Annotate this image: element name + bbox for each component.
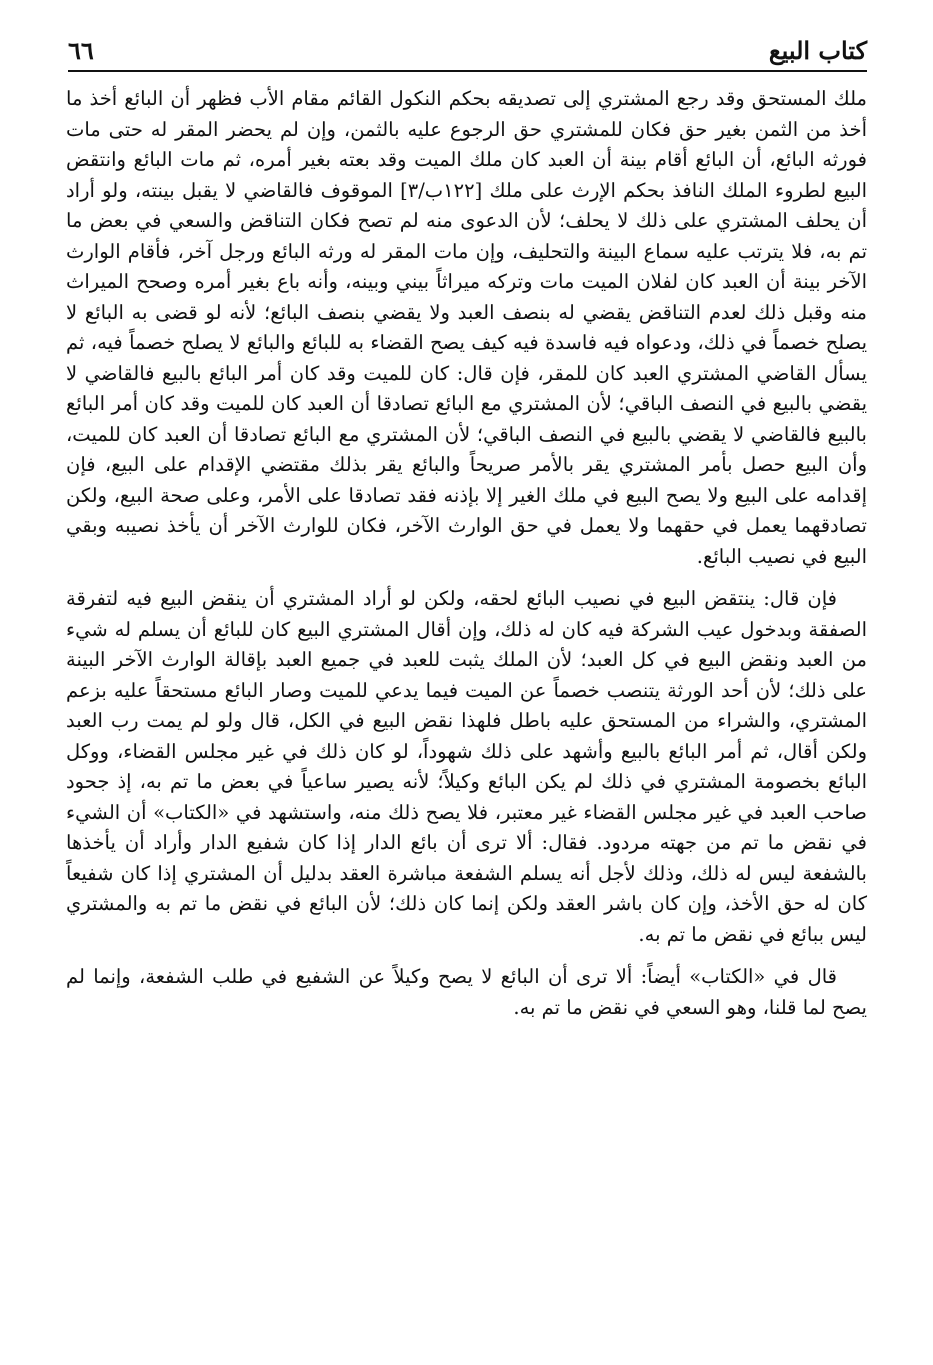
paragraph-1: ملك المستحق وقد رجع المشتري إلى تصديقه بحكم النكول القائم مقام الأب فظهر أن البائع أخذ ما أخذ من الثمن بغير حق فكان للمشتري حق الرجوع عليه بالثمن، وإن لم يحضر المقر له حتى مات فورثه البائع، أن البائع أقام بينة أن العبد كان ملك الميت وقد بعته بغير أمره، ثم مات البائع وانتقض البيع لطروء الملك النافذ بحكم الإرث على ملك [١٢٢ب/٣] الموقوف فالقاضي لا يقبل بينته، ولو أراد أن يحلف المشتري على ذلك لا يحلف؛ لأن الدعوى منه لم تصح فكان التناقض والسعي في بعض ما تم به، فلا يترتب عليه سماع البينة والتحليف، وإن مات المقر له ورثه البائع ورجل آخر، فأقام الوارث الآخر بينة أن العبد كان لفلان الميت مات وتركه ميراثاً بيني وبينه، وأنه باع بغير أمره وصحح الميراث منه وقبل ذلك لعدم التناقض يقضي له بنصف العبد ولا يقضي بنصف البائع؛ لأنه لو قضى به البائع لا يصلح خصماً في ذلك، ودعواه فيه فاسدة فيه كيف يصح القضاء به للبائع والبائع لا يصلح خصماً فيه، ثم يسأل القاضي المشتري العبد كان للمقر، فإن قال: كان للميت وقد كان أمر البائع بالبيع فالقاضي لا يقضي بالبيع في النصف الباقي؛ لأن المشتري مع البائع تصادقا أن العبد كان للميت وقد كان أمر البائع بالبيع فالقاضي لا يقضي بالبيع في النصف الباقي؛ لأن المشتري مع البائع تصادقا أن العبد كان للميت، وأن البيع حصل بأمر المشتري يقر بالأمر صريحاً والبائع يقر بذلك مقتضي الإقدام على البيع، فإن إقدامه على البيع ولا يصح البيع في ملك الغير إلا بإذنه فقد تصادقا على الأمر، وعلى صحة البيع، ولكن تصادقهما يعمل في حقهما ولا يعمل في حق الوارث الآخر، فكان للوارث الآخر أن يأخذ نصيبه وبقي البيع في نصيب البائع.	[66, 87, 867, 568]
page-header	[68, 30, 867, 72]
paragraph-3: قال في «الكتاب» أيضاً: ألا ترى أن البائع لا يصح وكيلاً عن الشفيع في طلب الشفعة، وإنما لم يصح لما قلنا، وهو السعي في نقض ما تم به.	[66, 965, 867, 1019]
body-text	[66, 84, 867, 1023]
paragraph-2: فإن قال: ينتقض البيع في نصيب البائع لحقه، ولكن لو أراد المشتري أن ينقض البيع فيه لتفرقة الصفقة وبدخول عيب الشركة فيه كان له ذلك، وإن أقال المشتري البيع كان للبائع أن يسلم له شيء من العبد ونقض البيع في كل العبد؛ لأن الملك يثبت للعبد في جميع العبد بإقالة الوارث الآخر البينة على ذلك؛ لأن أحد الورثة يتنصب خصماً عن الميت فيما يدعي للميت وصار البائع مستحقاً عليه بزعم المشتري، والشراء من المستحق عليه باطل فلهذا نقض البيع في الكل، قال ولو لم يمت رب العبد ولكن أقال، ثم أمر البائع بالبيع وأشهد على ذلك شهوداً، لو كان ذلك في غير مجلس القضاء، ووكل البائع بخصومة المشتري في ذلك لم يكن البائع وكيلاً؛ لأنه يصير ساعياً في بعض ما تم به، إذ جحود صاحب العبد في غير مجلس القضاء غير معتبر، فلا يصح ذلك منه، واستشهد في «الكتاب» أن الشيء في نقض ما تم من جهته مردود. فقال: ألا ترى أن بائع الدار إذا كان شفيع الدار وأراد أن يأخذها بالشفعة ليس له ذلك، وذلك لأجل أنه يسلم الشفعة مباشرة العقد بدليل أن المشتري إذا كان شفيعاً كان له حق الأخذ، وإن كان باشر العقد ولكن إنما كان ذلك؛ لأن البائع في نقض ما تم به والمشتري ليس ببائع في نقض ما تم به.	[66, 587, 867, 946]
running-title: كتاب البيع	[768, 35, 867, 65]
page-number: ٦٦	[68, 35, 94, 65]
